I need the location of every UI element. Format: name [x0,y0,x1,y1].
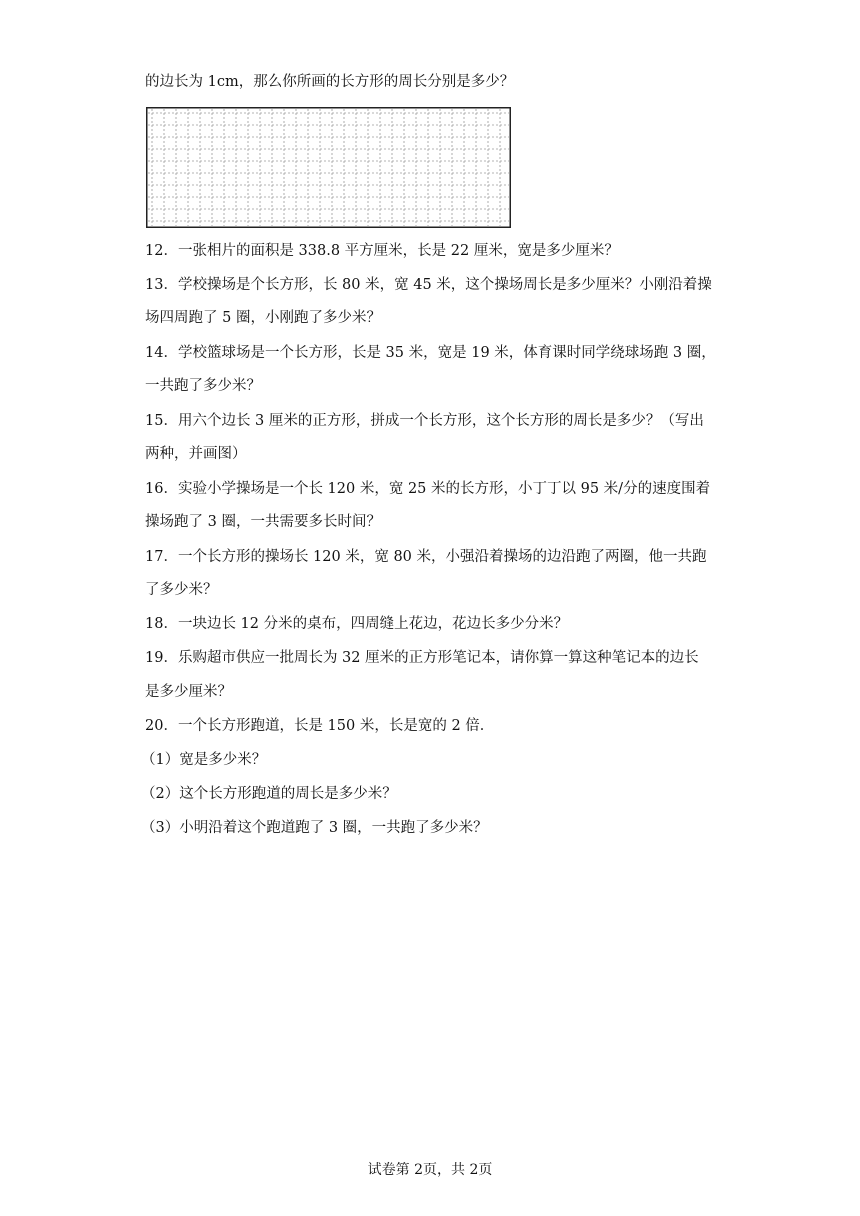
question-20-part-3: （3）小明沿着这个跑道跑了 3 圈，一共跑了多少米？ [141,820,488,836]
question-17-line-1: 17．一个长方形的操场长 120 米，宽 80 米，小强沿着操场的边沿跑了两圈，他一共跑 [145,549,707,565]
question-13-line-2: 场四周跑了 5 圈，小刚跑了多少米？ [145,310,381,326]
question-20: 20．一个长方形跑道，长是 150 米，长是宽的 2 倍． [145,718,495,734]
question-16-line-1: 16．实验小学操场是一个长 120 米，宽 25 米的长方形，小丁丁以 95 米/分的速度围着 [145,481,711,497]
question-15-line-1: 15．用六个边长 3 厘米的正方形，拼成一个长方形，这个长方形的周长是多少？（写出 [145,413,704,429]
question-18: 18．一块边长 12 分米的桌布，四周缝上花边，花边长多少分米？ [145,616,569,632]
question-12: 12．一张相片的面积是 338.8 平方厘米，长是 22 厘米，宽是多少厘米？ [145,243,619,259]
question-11-continuation: 的边长为 1cm，那么你所画的长方形的周长分别是多少？ [145,74,515,90]
question-14-line-1: 14．学校篮球场是一个长方形，长是 35 米，宽是 19 米，体育课时同学绕球场跑 3 圈， [145,345,716,361]
grid-svg [146,107,511,228]
dotted-grid-paper [146,107,511,228]
question-15-line-2: 两种，并画图） [145,446,247,462]
page-footer: 试卷第 2页，共 2页 [367,1162,493,1178]
question-20-part-2: （2）这个长方形跑道的周长是多少米？ [141,786,397,802]
question-20-part-1: （1）宽是多少米？ [141,752,267,768]
question-13-line-1: 13．学校操场是个长方形，长 80 米，宽 45 米，这个操场周长是多少厘米？小刚沿着操 [145,277,712,293]
question-19-line-2: 是多少厘米？ [145,684,232,700]
question-16-line-2: 操场跑了 3 圈，一共需要多长时间？ [145,514,381,530]
question-14-line-2: 一共跑了多少米？ [145,378,261,394]
question-17-line-2: 了多少米？ [145,582,218,598]
question-19-line-1: 19．乐购超市供应一批周长为 32 厘米的正方形笔记本，请你算一算这种笔记本的边长 [145,650,699,666]
